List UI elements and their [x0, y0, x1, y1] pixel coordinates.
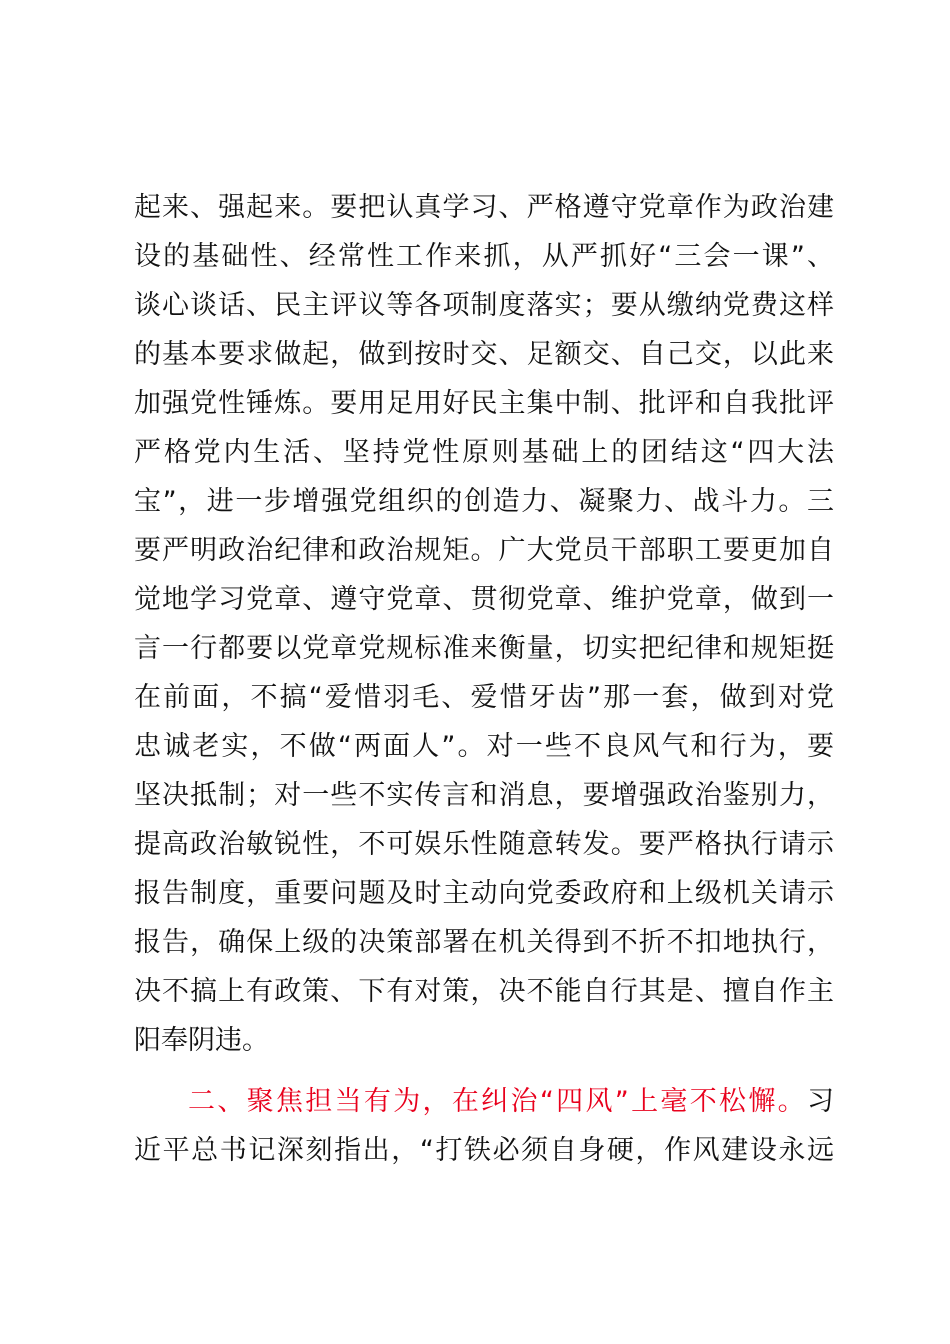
body-text-line: 决不搞上有政策、下有对策，决不能自行其是、擅自作主 — [134, 976, 834, 1007]
body-text-line: 觉地学习党章、遵守党章、贯彻党章、维护党章，做到一 — [134, 584, 834, 615]
body-text-line: 忠诚老实，不做“两面人”。对一些不良风气和行为，要 — [134, 731, 834, 762]
body-text-line: 要严明政治纪律和政治规矩。广大党员干部职工要更加自 — [134, 535, 834, 566]
body-text-line: 起来、强起来。要把认真学习、严格遵守党章作为政治建 — [134, 192, 834, 223]
body-text-line: 阳奉阴违。 — [134, 1025, 269, 1056]
body-text-line: 在前面，不搞“爱惜羽毛、爱惜牙齿”那一套，做到对党 — [134, 682, 834, 713]
body-text-line: 言一行都要以党章党规标准来衡量，切实把纪律和规矩挺 — [134, 633, 834, 664]
body-text-fragment: 习 — [807, 1086, 834, 1117]
body-text-line: 设的基础性、经常性工作来抓，从严抓好“三会一课”、 — [134, 241, 834, 272]
body-text-line: 提高政治敏锐性，不可娱乐性随意转发。要严格执行请示 — [134, 829, 834, 860]
body-text-line: 报告制度，重要问题及时主动向党委政府和上级机关请示 — [134, 878, 834, 909]
body-text-line: 严格党内生活、坚持党性原则基础上的团结这“四大法 — [134, 437, 834, 468]
body-text-line: 报告，确保上级的决策部署在机关得到不折不扣地执行， — [134, 927, 834, 958]
body-text-line: 近平总书记深刻指出，“打铁必须自身硬，作风建设永远 — [134, 1135, 834, 1166]
body-text-line: 宝”，进一步增强党组织的创造力、凝聚力、战斗力。三 — [134, 486, 834, 517]
section-heading-line — [188, 1077, 834, 1127]
body-text-line: 加强党性锤炼。要用足用好民主集中制、批评和自我批评 — [134, 388, 834, 419]
body-text-line: 的基本要求做起，做到按时交、足额交、自己交，以此来 — [134, 339, 834, 370]
body-text-line: 谈心谈话、民主评议等各项制度落实；要从缴纳党费这样 — [134, 290, 834, 321]
section-heading: 二、聚焦担当有为，在纠治“四风”上毫不松懈。 — [188, 1086, 807, 1117]
body-text-line: 坚决抵制；对一些不实传言和消息，要增强政治鉴别力， — [134, 780, 834, 811]
